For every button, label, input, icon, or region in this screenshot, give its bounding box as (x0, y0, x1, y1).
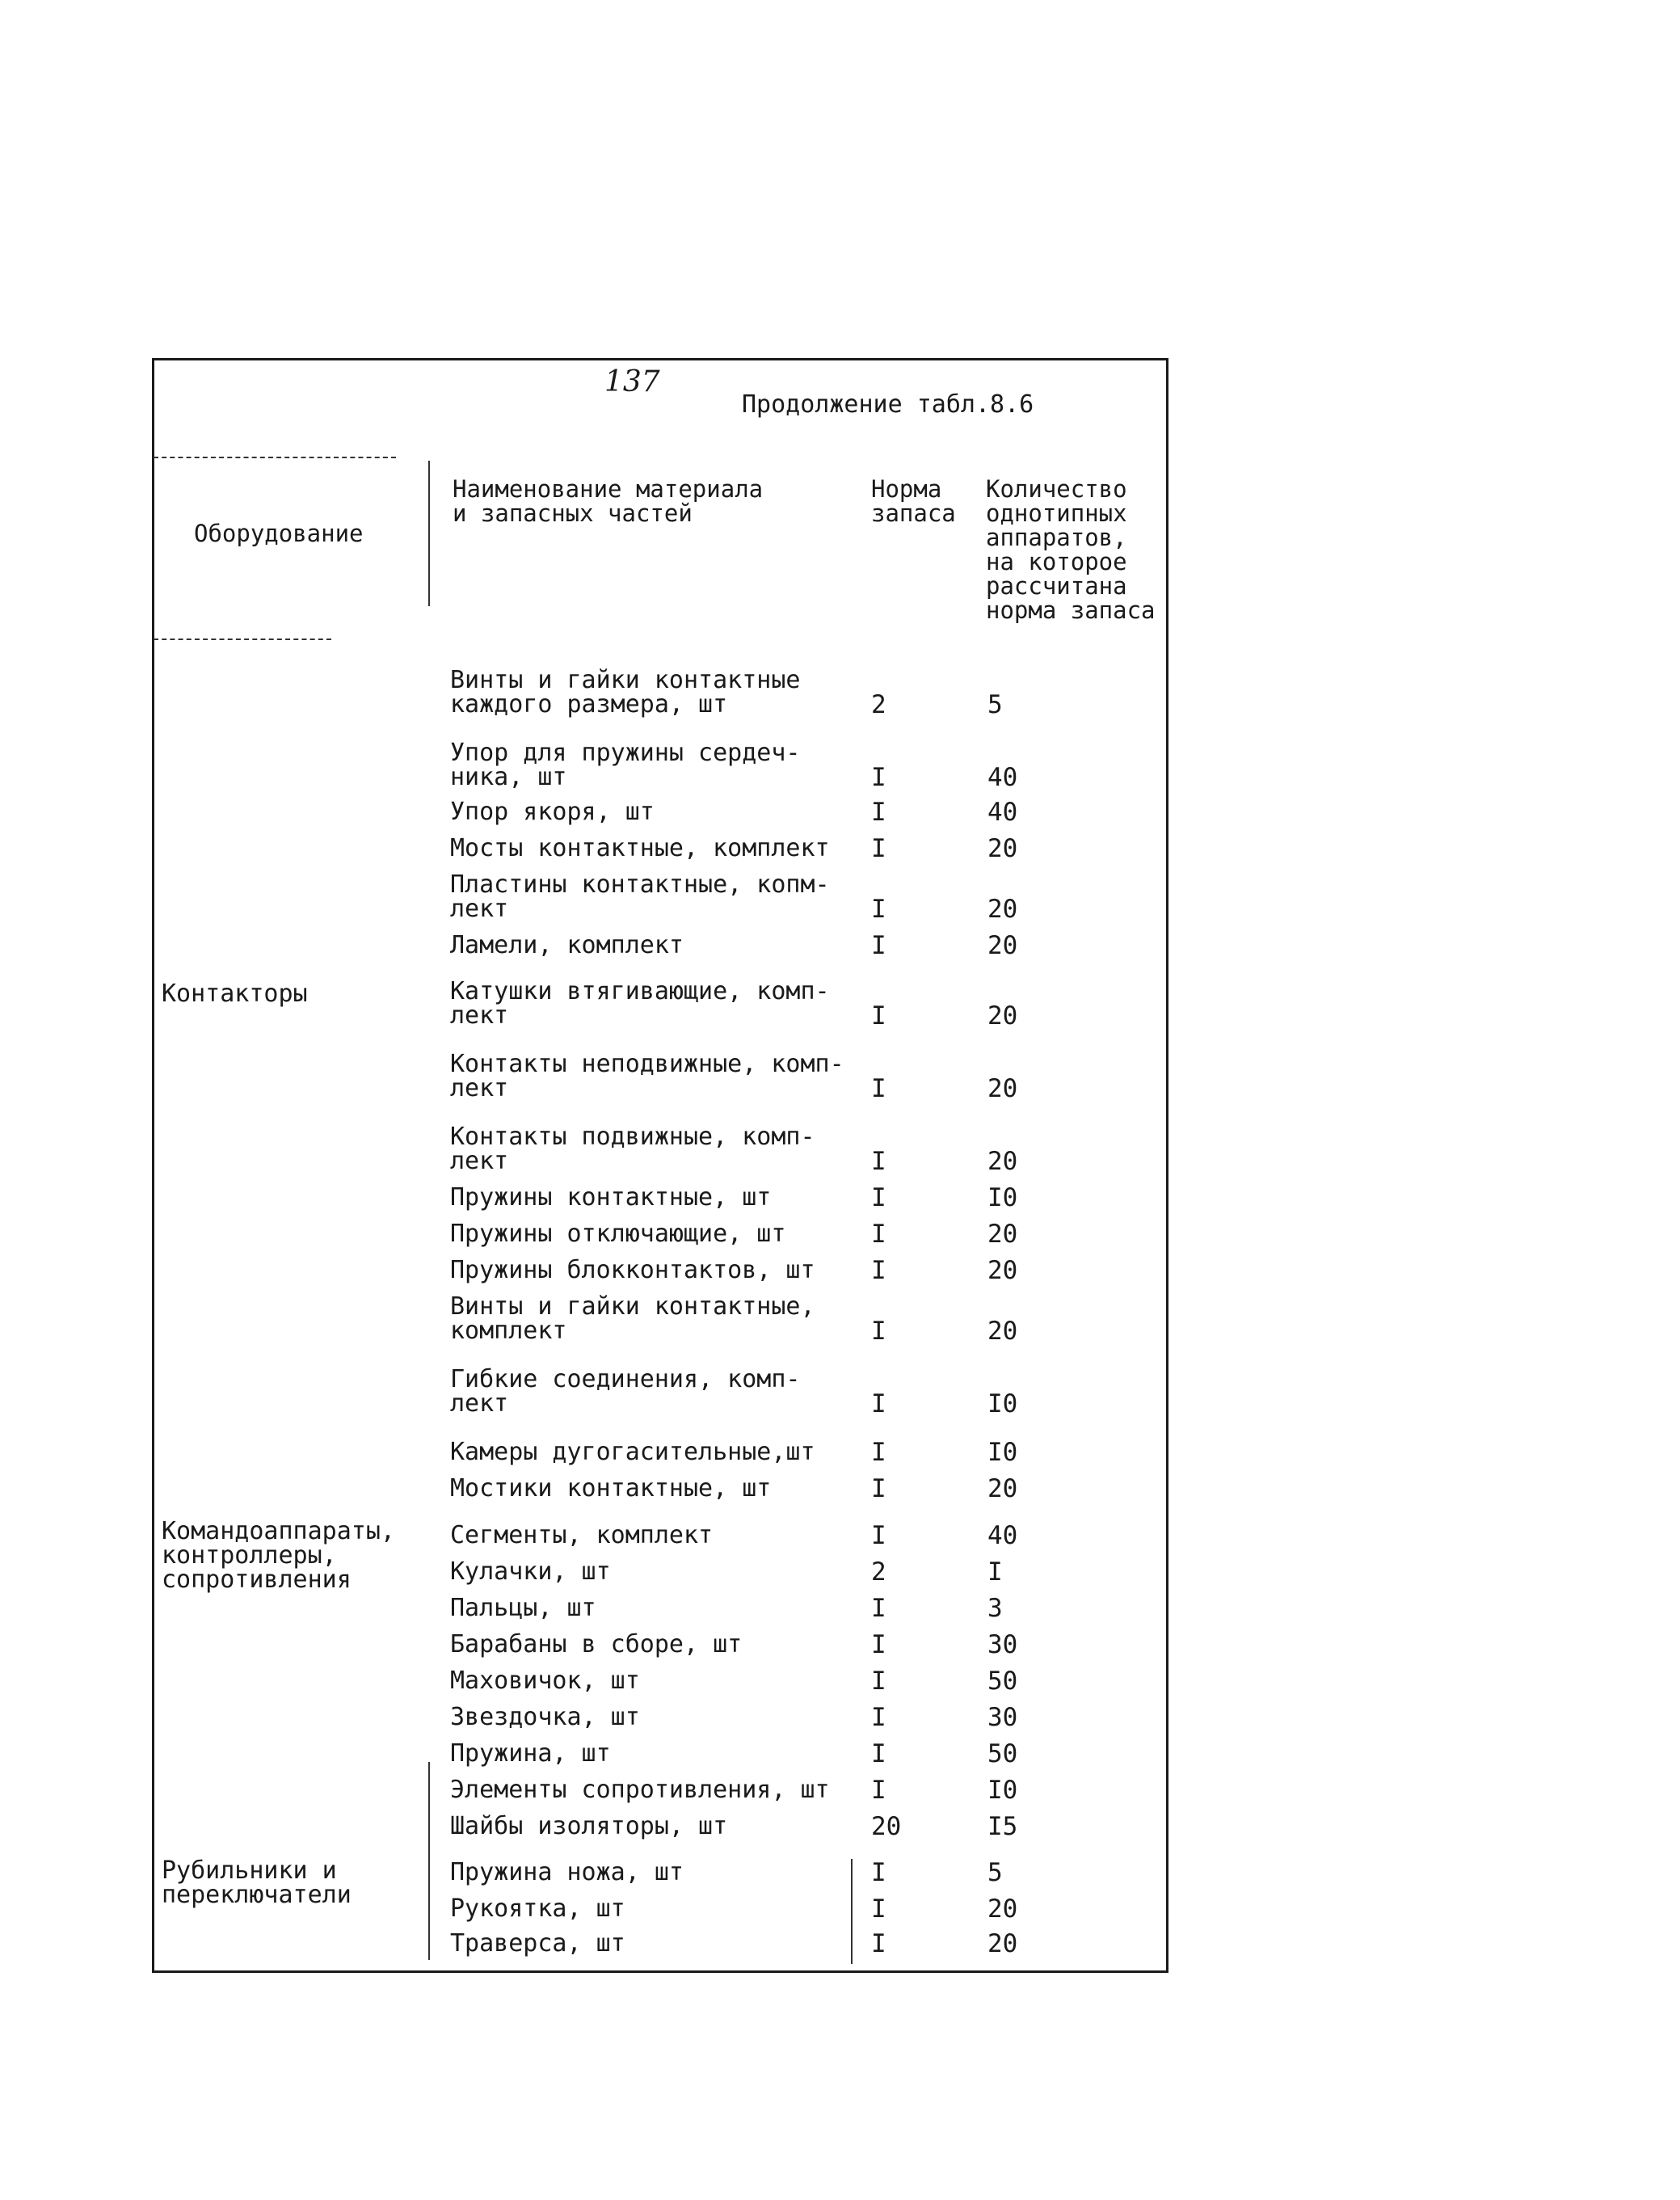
item-name: Контакты подвижные, комп- лект (450, 1123, 815, 1175)
norm-value: I (871, 834, 886, 863)
norm-value: I (871, 1521, 886, 1550)
count-value: I0 (987, 1438, 1018, 1467)
header-equipment: Оборудование (194, 520, 364, 547)
count-value: 20 (987, 931, 1018, 960)
count-value: 40 (987, 763, 1018, 792)
item-name: Пружины блокконтактов, шт (450, 1256, 815, 1284)
header-divider-top (154, 457, 396, 458)
count-value: 20 (987, 1317, 1018, 1346)
count-value: I (987, 1557, 1003, 1587)
norm-value: I (871, 1594, 886, 1623)
item-name: Пружина, шт (450, 1739, 611, 1768)
norm-value: I (871, 1256, 886, 1285)
count-value: 20 (987, 1474, 1018, 1503)
count-value: 20 (987, 1001, 1018, 1030)
item-name: Винты и гайки контактные каждого размера, шт (450, 666, 801, 719)
header-count: Количество однотипных аппаратов, на которое рассчитана норма запаса (986, 475, 1156, 624)
count-value: 20 (987, 1929, 1018, 1958)
norm-value: I (871, 1147, 886, 1176)
count-value: 20 (987, 1074, 1018, 1103)
item-name: Сегменты, комплект (450, 1521, 714, 1549)
norm-value: I (871, 931, 886, 960)
count-value: 20 (987, 834, 1018, 863)
count-value: 30 (987, 1630, 1018, 1659)
item-name: Ламели, комплект (450, 931, 684, 959)
norm-value: I (871, 1630, 886, 1659)
norm-value: I (871, 1776, 886, 1805)
norm-value: 20 (871, 1812, 902, 1841)
item-name: Пружины отключающие, шт (450, 1220, 786, 1248)
count-value: 40 (987, 1521, 1018, 1550)
norm-value: I (871, 1739, 886, 1768)
count-value: I0 (987, 1389, 1018, 1418)
item-name: Звездочка, шт (450, 1703, 640, 1731)
item-name: Пружины контактные, шт (450, 1183, 772, 1212)
norm-value: I (871, 798, 886, 827)
count-value: 20 (987, 895, 1018, 924)
header-material: Наименование материала и запасных частей (453, 475, 764, 527)
header-norm: Норма запаса (871, 475, 956, 527)
item-name: Гибкие соединения, комп- лект (450, 1365, 801, 1418)
item-name: Контакты неподвижные, комп- лект (450, 1050, 844, 1102)
item-name: Траверса, шт (450, 1929, 625, 1958)
item-name: Элементы сопротивления, шт (450, 1776, 830, 1804)
item-name: Шайбы изоляторы, шт (450, 1812, 728, 1840)
table-title: Продолжение табл.8.6 (742, 390, 1034, 419)
count-value: 20 (987, 1256, 1018, 1285)
norm-value: I (871, 1894, 886, 1924)
item-name: Мосты контактные, комплект (450, 834, 830, 862)
item-name: Маховичок, шт (450, 1667, 640, 1695)
item-name: Рукоятка, шт (450, 1894, 625, 1923)
group-label: Рубильники и переключатели (162, 1857, 352, 1909)
group-label: Контакторы (162, 980, 308, 1008)
norm-value: I (871, 1317, 886, 1346)
norm-value: I (871, 1667, 886, 1696)
column-divider-equipment (428, 461, 430, 606)
item-name: Винты и гайки контактные, комплект (450, 1292, 815, 1345)
header-divider-bottom (154, 639, 331, 640)
column-divider-norm-lower (851, 1859, 853, 1964)
group-label: Командоаппараты, контроллеры, сопротивления (162, 1517, 395, 1594)
count-value: 5 (987, 690, 1003, 719)
column-divider-equipment-lower (428, 1762, 430, 1960)
norm-value: I (871, 1703, 886, 1732)
item-name: Пластины контактные, копм- лект (450, 870, 830, 923)
count-value: 40 (987, 798, 1018, 827)
norm-value: I (871, 763, 886, 792)
norm-value: I (871, 1438, 886, 1467)
norm-value: I (871, 1929, 886, 1958)
norm-value: 2 (871, 1557, 886, 1587)
count-value: 20 (987, 1147, 1018, 1176)
item-name: Мостики контактные, шт (450, 1474, 772, 1502)
count-value: 20 (987, 1894, 1018, 1924)
item-name: Барабаны в сборе, шт (450, 1630, 743, 1658)
count-value: 50 (987, 1667, 1018, 1696)
item-name: Пружина ножа, шт (450, 1858, 684, 1886)
item-name: Упор для пружины сердеч- ника, шт (450, 739, 801, 791)
count-value: 50 (987, 1739, 1018, 1768)
count-value: 5 (987, 1858, 1003, 1887)
item-name: Пальцы, шт (450, 1594, 596, 1622)
norm-value: I (871, 1220, 886, 1249)
page-number: 137 (604, 365, 660, 398)
norm-value: I (871, 895, 886, 924)
item-name: Упор якоря, шт (450, 798, 655, 826)
count-value: 30 (987, 1703, 1018, 1732)
norm-value: I (871, 1389, 886, 1418)
norm-value: I (871, 1074, 886, 1103)
count-value: 3 (987, 1594, 1003, 1623)
item-name: Катушки втягивающие, комп- лект (450, 977, 830, 1030)
norm-value: I (871, 1474, 886, 1503)
norm-value: I (871, 1183, 886, 1212)
norm-value: I (871, 1858, 886, 1887)
count-value: I5 (987, 1812, 1018, 1841)
item-name: Камеры дугогасительные,шт (450, 1438, 815, 1466)
count-value: I0 (987, 1183, 1018, 1212)
norm-value: I (871, 1001, 886, 1030)
count-value: I0 (987, 1776, 1018, 1805)
count-value: 20 (987, 1220, 1018, 1249)
norm-value: 2 (871, 690, 886, 719)
item-name: Кулачки, шт (450, 1557, 611, 1586)
